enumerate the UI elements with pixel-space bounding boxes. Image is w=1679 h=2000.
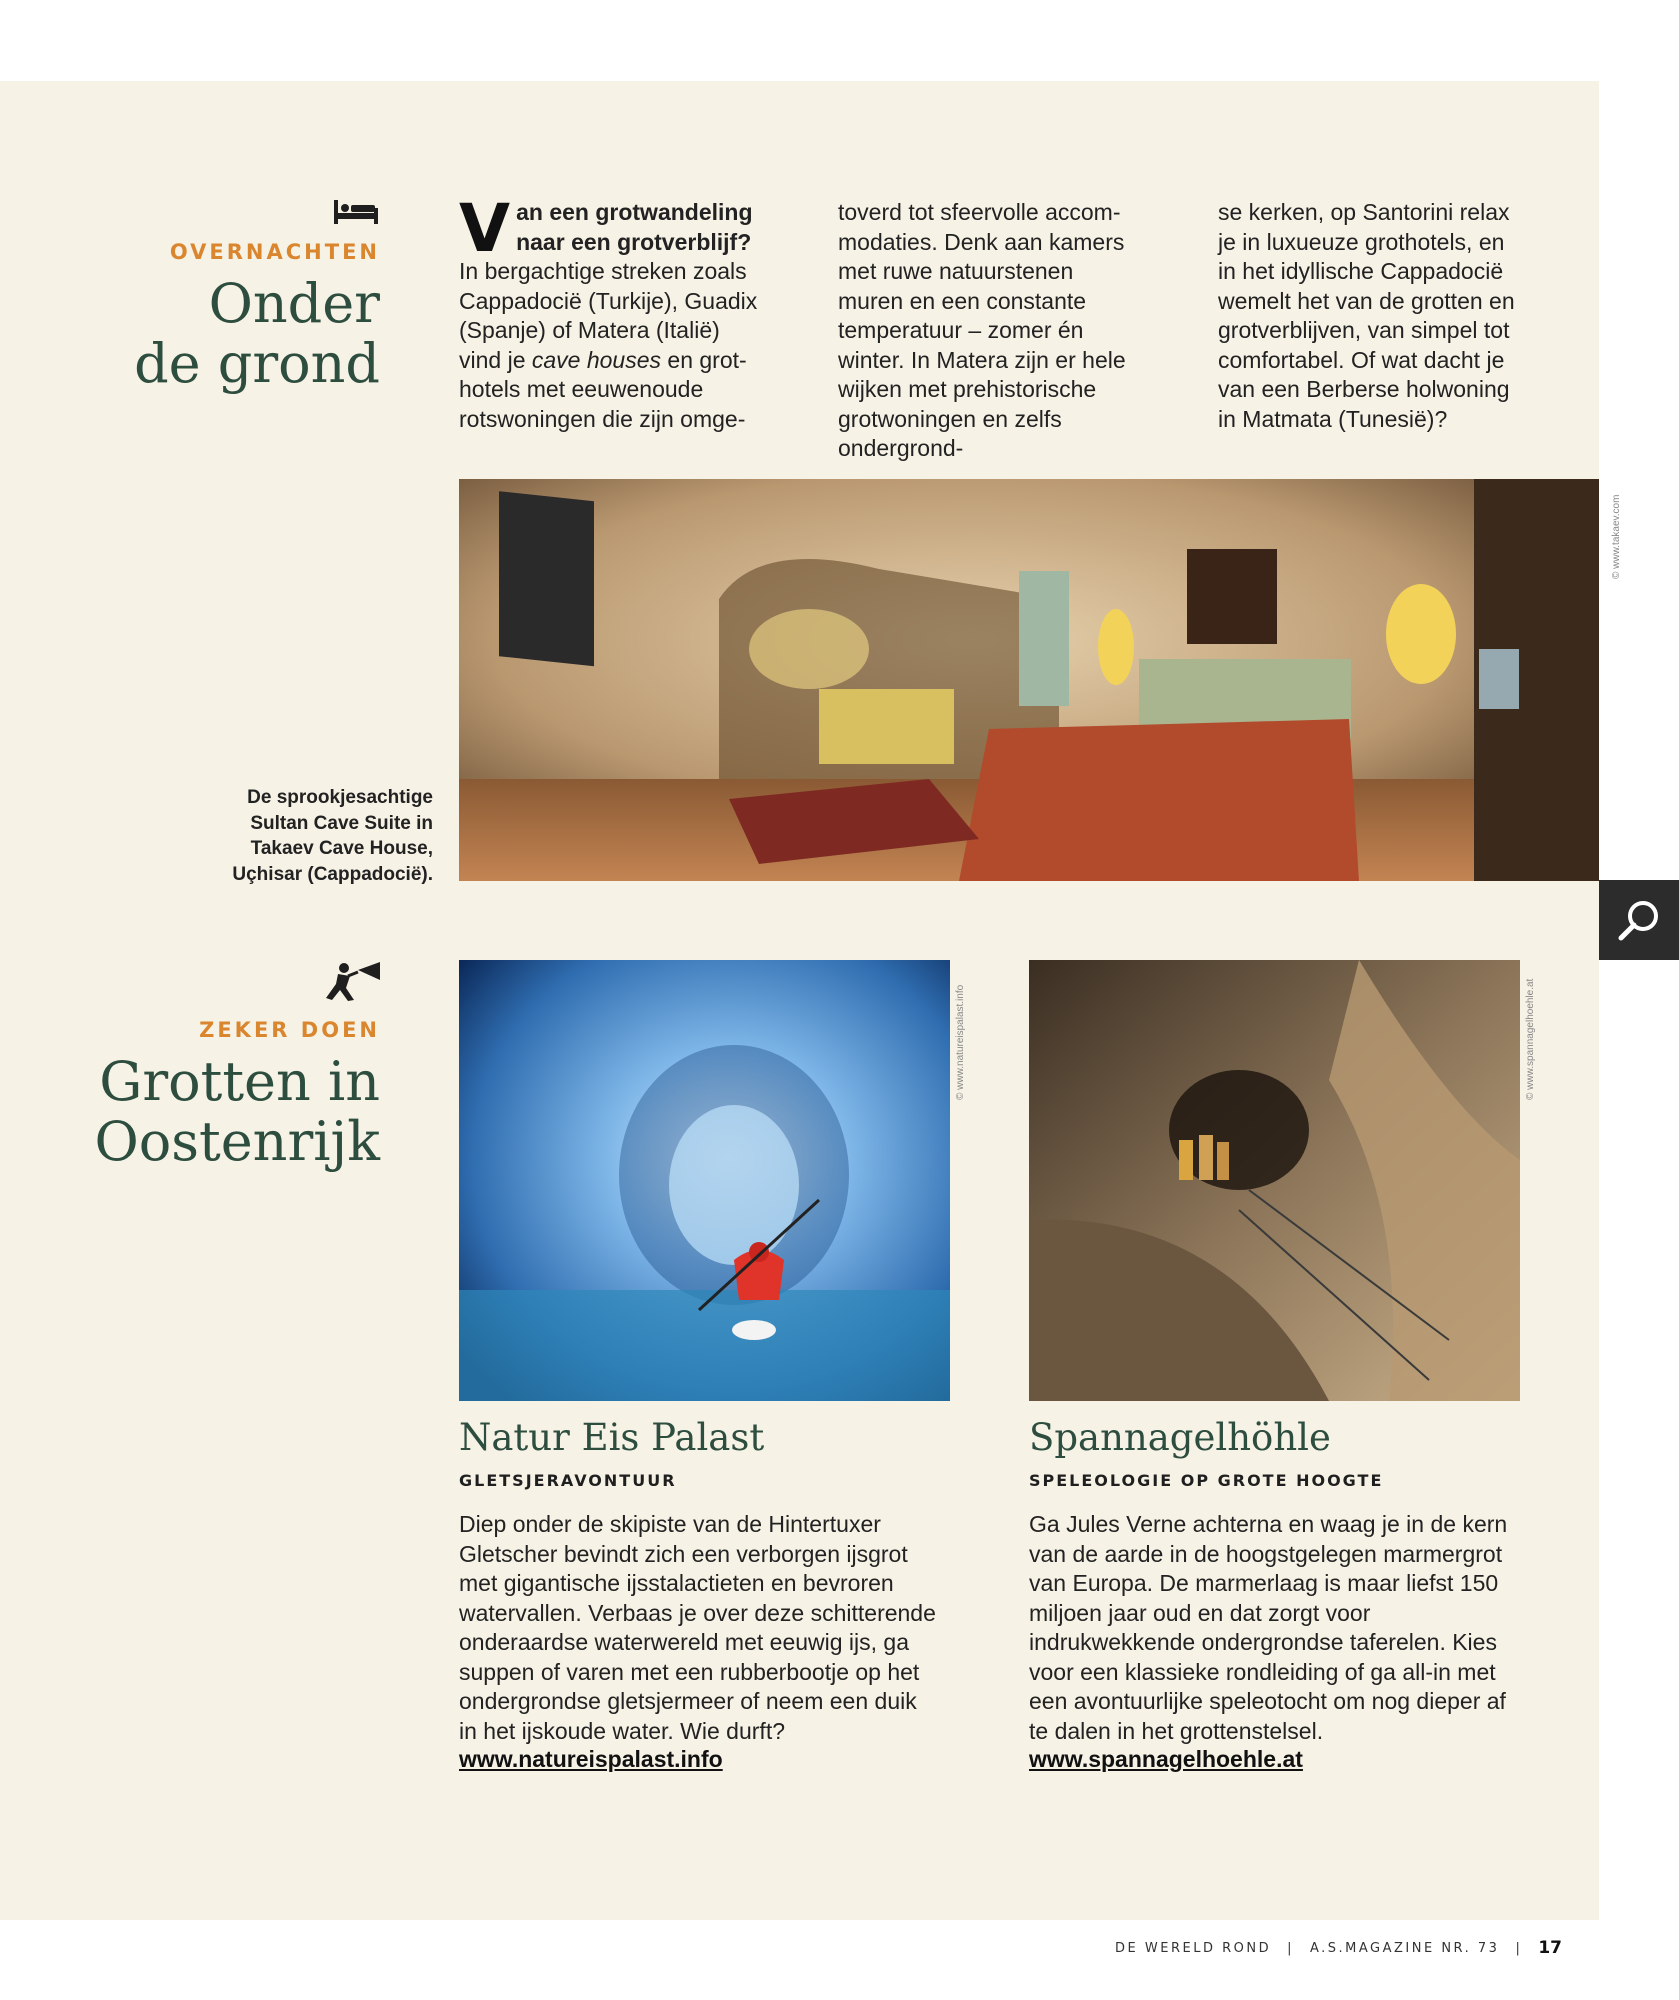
card-title: Spannagelhöhle xyxy=(1029,1416,1331,1459)
footer-separator: | xyxy=(1287,1940,1294,1956)
photo-credit-takaev: © www.takaev.com xyxy=(1611,494,1622,579)
column-1-text-b: en grothotels met eeuwenoude rotswoningen die zijn omge- xyxy=(459,346,747,432)
section-title-grotten xyxy=(20,1052,380,1173)
marble-cave-photo xyxy=(1029,960,1536,1401)
search-button[interactable] xyxy=(1599,880,1679,960)
drop-cap: V xyxy=(459,190,511,267)
article-column-2: toverd tot sfeervolle accommodaties. Denk aan kamers met ruwe natuurstenen muren en een constante temperatuur – zomer én winter. In Matera zijn er hele wijken met prehistorische grotwoningen en zelfs ondergrond- xyxy=(838,199,1126,461)
card-spannagelhoehle xyxy=(1029,1416,1519,1773)
section-title-onder-de-grond xyxy=(60,274,380,395)
title-line-2: Oostenrijk xyxy=(94,1110,380,1174)
article-column-3: se kerken, op Santorini relax je in luxueuze grothotels, en in het idyllische Cappadocië wemelt het van de grotten en grotverblijven, van simpel tot comfortabel. Of wat dacht je van een Berberse holwoning in Matmata (Tunesië)? xyxy=(1218,199,1515,432)
column-1-emphasis: cave houses xyxy=(531,346,662,373)
ice-cave-photo xyxy=(459,960,966,1401)
footer-separator: | xyxy=(1515,1940,1523,1956)
column-1-text-a: In bergachtige streken zoals Cappadocië (Turkije), Guadix (Spanje) of Matera (Italië) vind je xyxy=(459,258,758,373)
footer-section: DE WERELD ROND xyxy=(1115,1940,1272,1956)
category-label-zeker-doen: ZEKER DOEN xyxy=(199,1018,380,1042)
website-link[interactable]: www.natureispalast.info xyxy=(459,1746,723,1772)
page-number: 17 xyxy=(1538,1938,1562,1958)
title-line-1: Onder xyxy=(208,272,380,335)
card-subtitle: SPELEOLOGIE OP GROTE HOOGTE xyxy=(1029,1471,1384,1490)
photo-credit-natureispalast: © www.natureispalast.info xyxy=(955,984,966,1100)
bed-icon xyxy=(332,196,380,226)
article-column-1 xyxy=(459,190,759,434)
cave-suite-photo xyxy=(459,479,1622,881)
title-line-1: Grotten in xyxy=(99,1050,380,1113)
footer-magazine: A.S.MAGAZINE NR. 73 xyxy=(1309,1940,1500,1956)
lead-question: an een grotwandeling naar een grotverblijf? xyxy=(516,199,753,255)
card-title: Natur Eis Palast xyxy=(459,1416,765,1459)
title-line-2: de grond xyxy=(134,332,380,396)
card-body: Ga Jules Verne achterna en waag je in de kern van de aarde in de hoogstgelegen marmergrot van Europa. De marmerlaag is maar liefst 150 miljoen jaar oud en dat zorgt voor indrukwekkende ondergrondse taferelen. Kies voor een klassieke rondleiding of ga all-in met een avontuurlijke speleotocht om nog dieper af te dalen in het grottenstelsel. xyxy=(1029,1511,1508,1744)
category-label-overnachten: OVERNACHTEN xyxy=(169,240,380,264)
cave-explorer-icon xyxy=(318,960,382,1002)
photo-caption: De sprookjesachtige Sultan Cave Suite in Takaev Cave House, Uçhisar (Cappadocië). xyxy=(232,787,433,885)
photo-credit-spannagelhoehle: © www.spannagelhoehle.at xyxy=(1525,978,1536,1100)
search-icon xyxy=(1599,880,1679,960)
page-footer xyxy=(1115,1938,1562,1958)
website-link[interactable]: www.spannagelhoehle.at xyxy=(1029,1746,1303,1772)
card-subtitle: GLETSJERAVONTUUR xyxy=(459,1471,677,1490)
card-body: Diep onder de skipiste van de Hintertuxer Gletscher bevindt zich een verborgen ijsgrot met gigantische ijsstalactieten en bevroren watervallen. Verbaas je over deze schitterende onderaardse waterwereld met eeuwig ijs, ga suppen of varen met een rubberbootje op het ondergrondse gletsjermeer of neem een duik in het ijskoude water. Wie durft? xyxy=(459,1511,936,1744)
card-natur-eis-palast xyxy=(459,1416,939,1773)
